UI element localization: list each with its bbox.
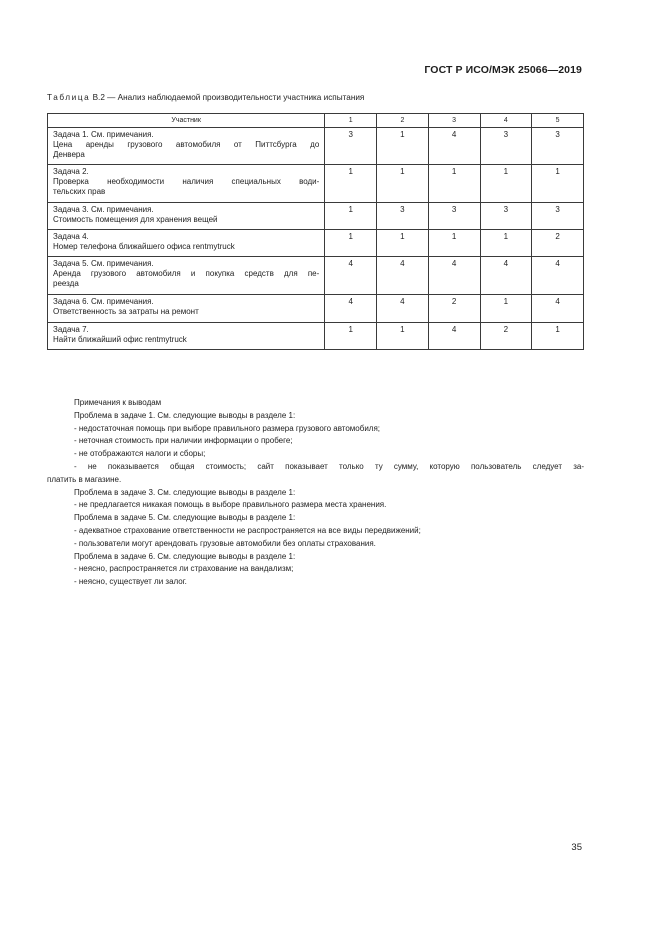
task-line: Аренда грузового автомобиля и покупка средств для пе- xyxy=(53,269,320,278)
task-line: Денвера xyxy=(53,150,85,159)
note-bullet: - неясно, существует ли залог. xyxy=(74,577,187,587)
header-participant: Участник xyxy=(48,114,325,128)
header-participant-4: 4 xyxy=(480,114,532,128)
task-line: Задача 2. xyxy=(53,167,89,176)
task-line: Задача 7. xyxy=(53,325,89,334)
score-cell: 3 xyxy=(532,203,584,230)
score-cell: 1 xyxy=(428,230,480,257)
task-cell xyxy=(48,257,325,295)
task-cell xyxy=(48,165,325,203)
score-cell: 4 xyxy=(325,295,377,323)
score-cell: 4 xyxy=(377,257,429,295)
score-cell: 3 xyxy=(428,203,480,230)
score-cell: 1 xyxy=(480,230,532,257)
score-cell: 2 xyxy=(480,323,532,350)
task-line: Задача 3. См. примечания. xyxy=(53,205,154,214)
score-cell: 1 xyxy=(377,165,429,203)
task-cell xyxy=(48,295,325,323)
table-row xyxy=(48,230,584,257)
note-problem-intro: Проблема в задаче 6. См. следующие выводы в разделе 1: xyxy=(74,551,296,561)
task-cell xyxy=(48,230,325,257)
note-bullet: - не показывается общая стоимость; сайт показывает только ту сумму, которую пользователь следует за- xyxy=(74,461,584,471)
score-cell: 1 xyxy=(377,128,429,165)
score-cell: 3 xyxy=(480,203,532,230)
table-row xyxy=(48,165,584,203)
caption-title: — Анализ наблюдаемой производительности участника испытания xyxy=(104,93,365,102)
score-cell: 1 xyxy=(325,230,377,257)
note-bullet: - не отображаются налоги и сборы; xyxy=(74,449,206,459)
task-line: Задача 1. См. примечания. xyxy=(53,130,154,139)
score-cell: 1 xyxy=(428,165,480,203)
score-cell: 4 xyxy=(377,295,429,323)
task-line: Задача 5. См. примечания. xyxy=(53,259,154,268)
note-bullet: - неясно, распространяется ли страхование на вандализм; xyxy=(74,564,294,574)
header-participant-1: 1 xyxy=(325,114,377,128)
task-line: Стоимость помещения для хранения вещей xyxy=(53,215,218,224)
task-cell xyxy=(48,323,325,350)
table-row xyxy=(48,128,584,165)
task-line: Ответственность за затраты на ремонт xyxy=(53,307,199,316)
notes-title: Примечания к выводам xyxy=(74,398,162,407)
score-cell: 1 xyxy=(377,323,429,350)
score-cell: 3 xyxy=(325,128,377,165)
score-cell: 4 xyxy=(325,257,377,295)
task-line: реезда xyxy=(53,279,79,288)
score-cell: 1 xyxy=(325,323,377,350)
task-line: Задача 4. xyxy=(53,232,89,241)
caption-prefix: Таблица xyxy=(47,93,91,102)
table-row xyxy=(48,295,584,323)
score-cell: 3 xyxy=(480,128,532,165)
table-row xyxy=(48,323,584,350)
note-bullet: - не предлагается никакая помощь в выборе правильного размера места хранения. xyxy=(74,500,387,510)
task-line: тельских прав xyxy=(53,187,106,196)
task-line: Найти ближайший офис rentmytruck xyxy=(53,335,187,344)
score-cell: 1 xyxy=(532,323,584,350)
score-cell: 4 xyxy=(428,128,480,165)
caption-number: В.2 xyxy=(92,93,105,102)
note-bullet: - пользователи могут арендовать грузовые автомобили без оплаты страхования. xyxy=(74,538,376,548)
score-cell: 1 xyxy=(325,203,377,230)
header-participant-5: 5 xyxy=(532,114,584,128)
standard-code: ГОСТ Р ИСО/МЭК 25066—2019 xyxy=(424,64,582,76)
table-header-row xyxy=(48,114,584,128)
note-bullet: - неточная стоимость при наличии информации о пробеге; xyxy=(74,436,293,446)
note-bullet-continuation: платить в магазине. xyxy=(47,474,122,484)
task-line: Проверка необходимости наличия специальных води- xyxy=(53,177,320,186)
score-cell: 1 xyxy=(480,295,532,323)
score-cell: 4 xyxy=(428,257,480,295)
note-bullet: - недостаточная помощь при выборе правильного размера грузового автомобиля; xyxy=(74,423,381,433)
score-cell: 2 xyxy=(532,230,584,257)
participant-performance-table xyxy=(47,113,584,350)
score-cell: 3 xyxy=(377,203,429,230)
note-bullet: - адекватное страхование ответственности не распространяется на все виды передвижений; xyxy=(74,525,421,535)
score-cell: 1 xyxy=(325,165,377,203)
task-line: Номер телефона ближайшего офиса rentmytruck xyxy=(53,242,235,251)
score-cell: 2 xyxy=(428,295,480,323)
score-cell: 4 xyxy=(532,295,584,323)
page-number: 35 xyxy=(571,842,582,853)
task-cell xyxy=(48,203,325,230)
score-cell: 1 xyxy=(480,165,532,203)
task-line: Цена аренды грузового автомобиля от Питтсбурга до xyxy=(53,140,320,149)
table-caption xyxy=(47,93,364,102)
score-cell: 4 xyxy=(480,257,532,295)
header-participant-2: 2 xyxy=(377,114,429,128)
note-problem-intro: Проблема в задаче 3. См. следующие выводы в разделе 1: xyxy=(74,487,296,497)
score-cell: 4 xyxy=(428,323,480,350)
table-row xyxy=(48,203,584,230)
score-cell: 1 xyxy=(532,165,584,203)
score-cell: 3 xyxy=(532,128,584,165)
note-problem-intro: Проблема в задаче 5. См. следующие выводы в разделе 1: xyxy=(74,513,296,523)
score-cell: 4 xyxy=(532,257,584,295)
header-participant-3: 3 xyxy=(428,114,480,128)
findings-notes xyxy=(47,397,584,589)
score-cell: 1 xyxy=(377,230,429,257)
task-cell xyxy=(48,128,325,165)
note-problem-intro: Проблема в задаче 1. См. следующие выводы в разделе 1: xyxy=(74,410,296,420)
task-line: Задача 6. См. примечания. xyxy=(53,297,154,306)
table-row xyxy=(48,257,584,295)
